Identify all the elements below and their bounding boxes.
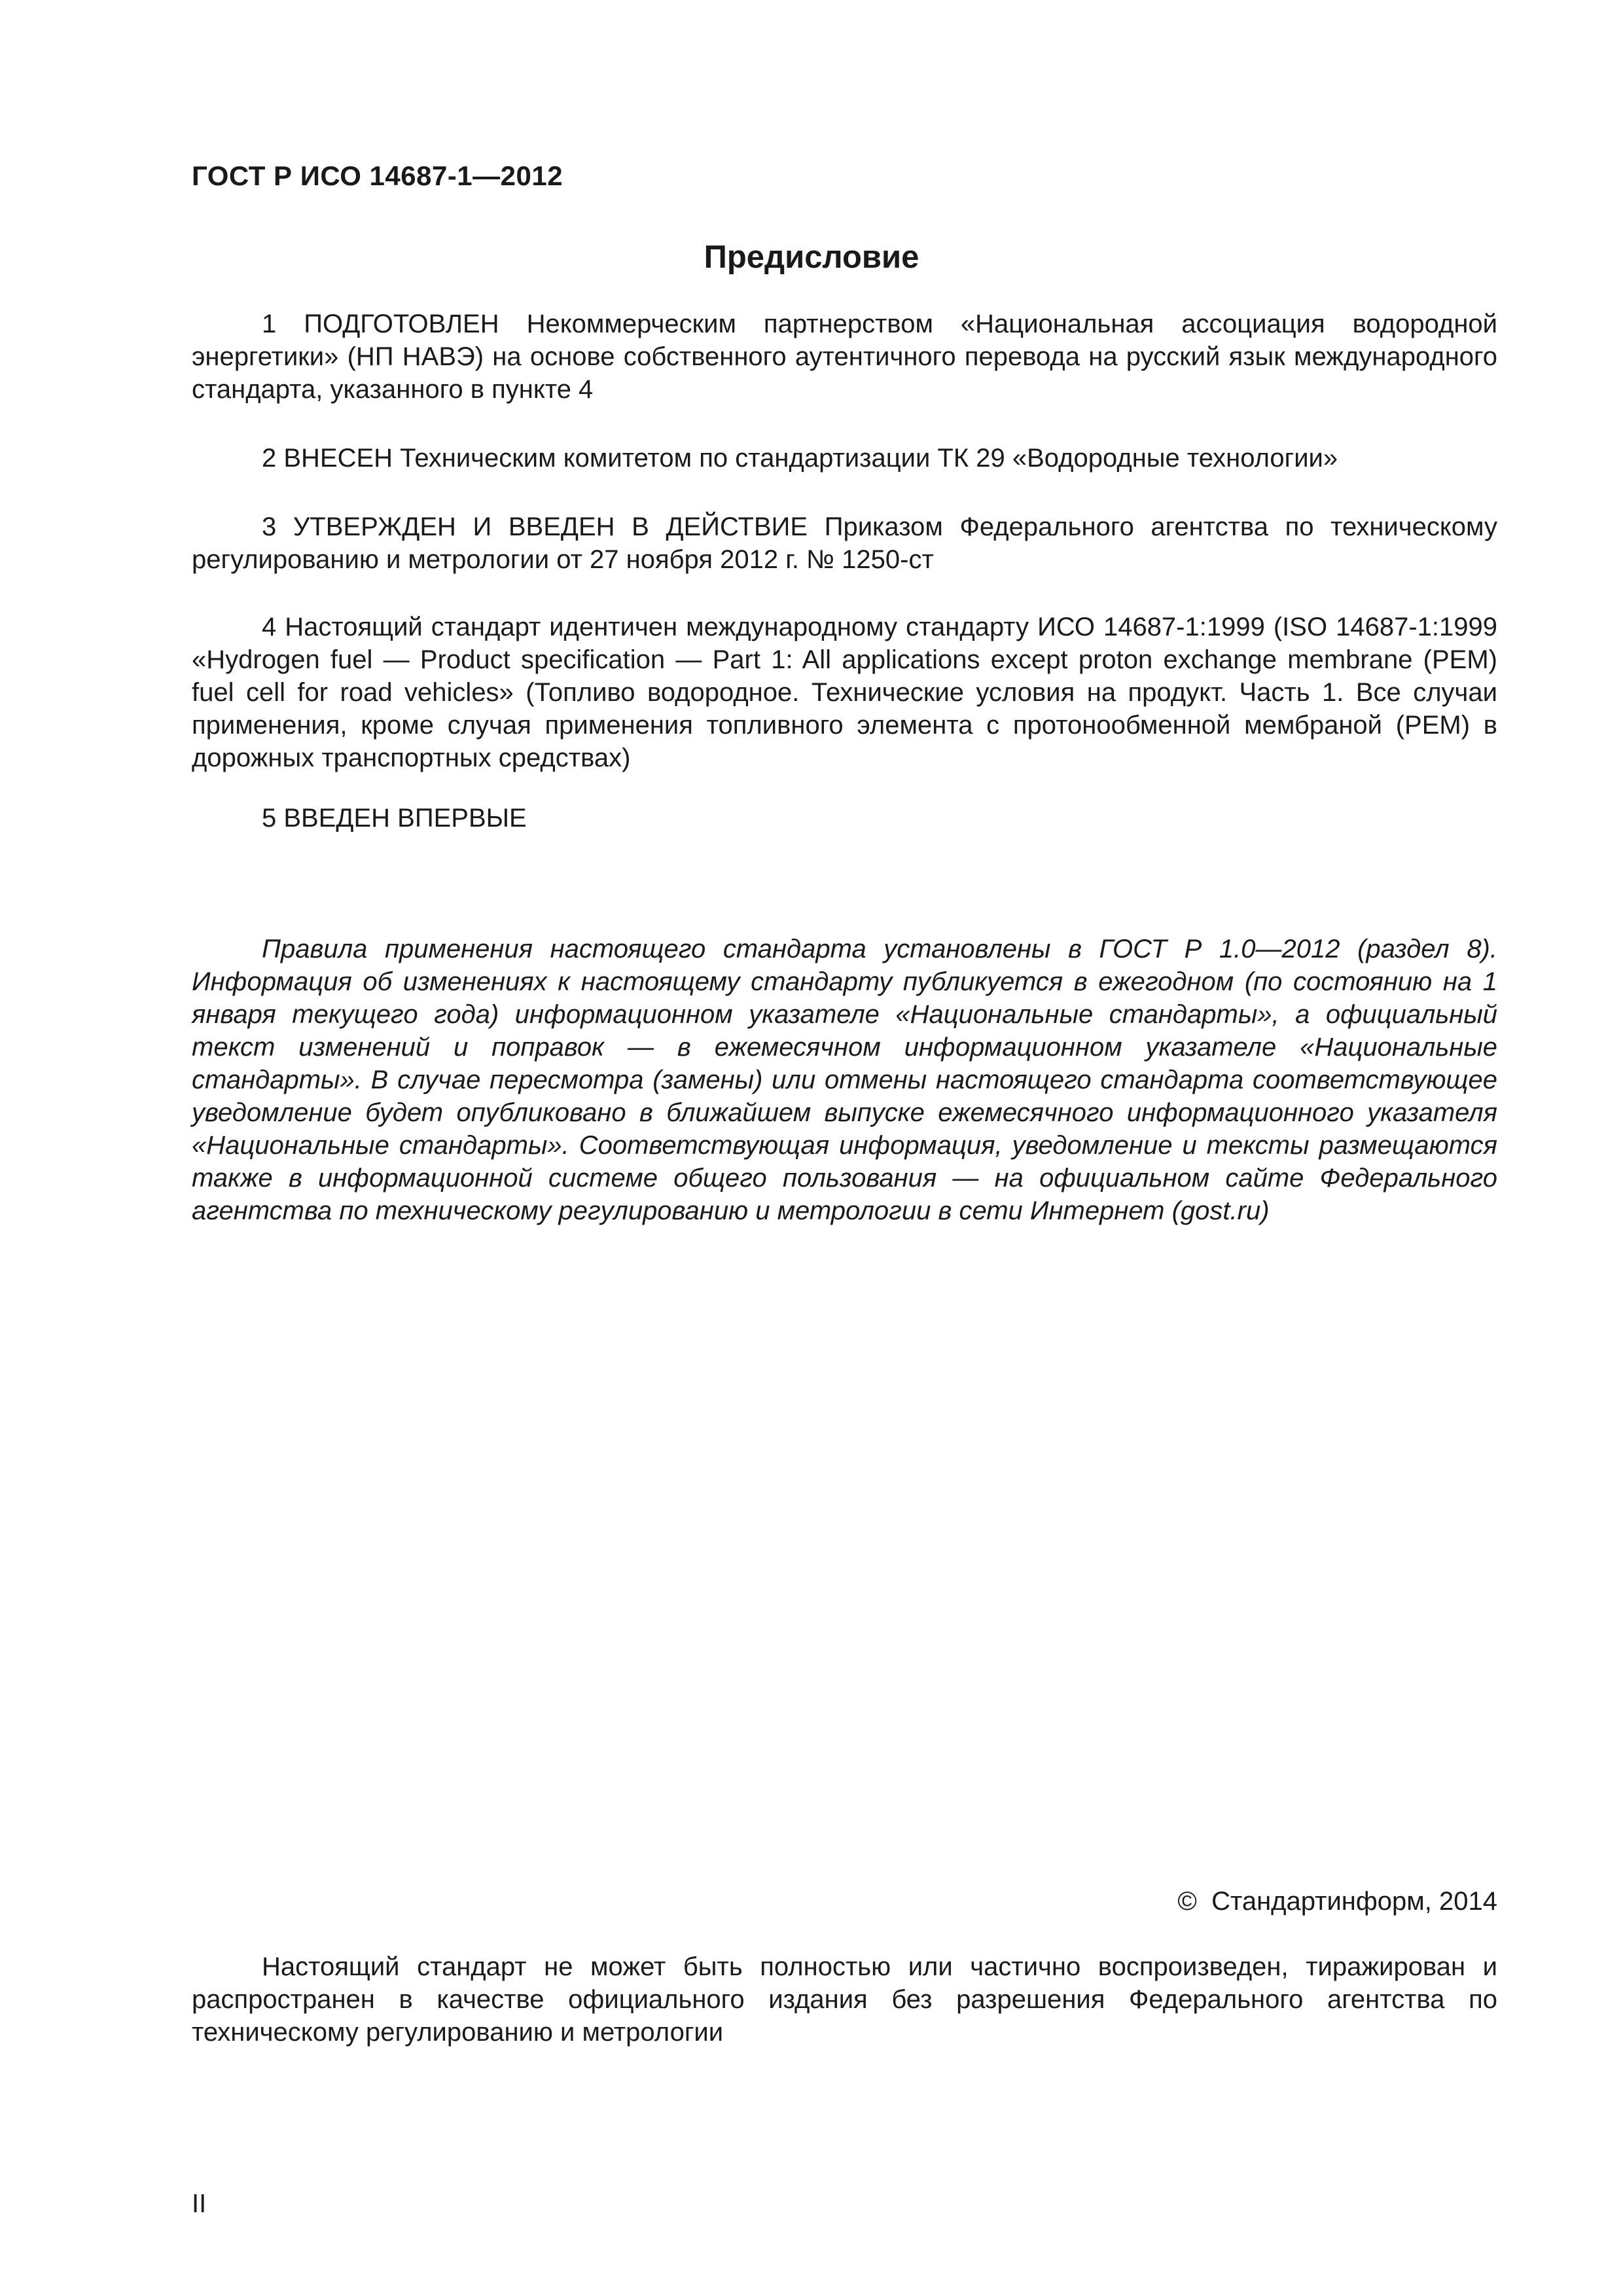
rules-note xyxy=(192,933,1497,1227)
page-title: Предисловие xyxy=(704,240,919,275)
foreword-item-3 xyxy=(192,511,1497,576)
foreword-item-text: 1 ПОДГОТОВЛЕН Некоммерческим партнерством «Национальная ассоциация водородной энергетики» (НП НАВЭ) на основе собственного аутентичного перевода на русский язык международного стандарта, указанного в пункте 4 xyxy=(192,310,1497,404)
reproduction-notice-text: Настоящий стандарт не может быть полностью или частично воспроизведен, тиражирован и распространен в качестве официального издания без разрешения Федерального агентства по техническому регулированию и метрологии xyxy=(192,1952,1497,2047)
copyright-line: © Стандартинформ, 2014 xyxy=(1177,1887,1497,1916)
standard-designation: ГОСТ Р ИСО 14687-1—2012 xyxy=(192,160,563,191)
foreword-item-text: 4 Настоящий стандарт идентичен международному стандарту ИСО 14687-1:1999 (ISO 14687-1:1999 «Hydrogen fuel — Product specification — Part 1: All applications except proton exchange membrane (PEM) fuel cell for road vehicles» (Топливо водородное. Технические условия на продукт. Часть 1. Все случаи применения, кроме случая применения топливного элемента с протонообменной мембраной (PEM) в дорожных транспортных средствах) xyxy=(192,613,1497,772)
rules-note-text: Правила применения настоящего стандарта установлены в ГОСТ Р 1.0—2012 (раздел 8). Информация об изменениях к настоящему стандарту публикуется в ежегодном (по состоянию на 1 января текущего года) информационном указателе «Национальные стандарты», а официальный текст изменений и поправок — в ежемесячном информационном указателе «Национальные стандарты». В случае пересмотра (замены) или отмены настоящего стандарта соответствующее уведомление будет опубликовано в ближайшем выпуске ежемесячного информационного указателя «Национальные стандарты». Соответствующая информация, уведомление и тексты размещаются также в информационной системе общего пользования — на официальном сайте Федерального агентства по техническому регулированию и метрологии в сети Интернет (gost.ru) xyxy=(192,935,1497,1225)
foreword-item-4 xyxy=(192,611,1497,774)
foreword-item-text: 3 УТВЕРЖДЕН И ВВЕДЕН В ДЕЙСТВИЕ Приказом Федерального агентства по техническому регулированию и метрологии от 27 ноября 2012 г. № 1250-ст xyxy=(192,512,1497,574)
foreword-item-2 xyxy=(192,442,1497,475)
foreword-item-5 xyxy=(192,802,1497,834)
reproduction-notice xyxy=(192,1950,1497,2049)
foreword-item-1 xyxy=(192,308,1497,406)
page-number: II xyxy=(192,2189,207,2218)
foreword-item-text: 5 ВВЕДЕН ВПЕРВЫЕ xyxy=(262,804,527,833)
foreword-item-text: 2 ВНЕСЕН Техническим комитетом по стандартизации ТК 29 «Водородные технологии» xyxy=(262,444,1338,473)
